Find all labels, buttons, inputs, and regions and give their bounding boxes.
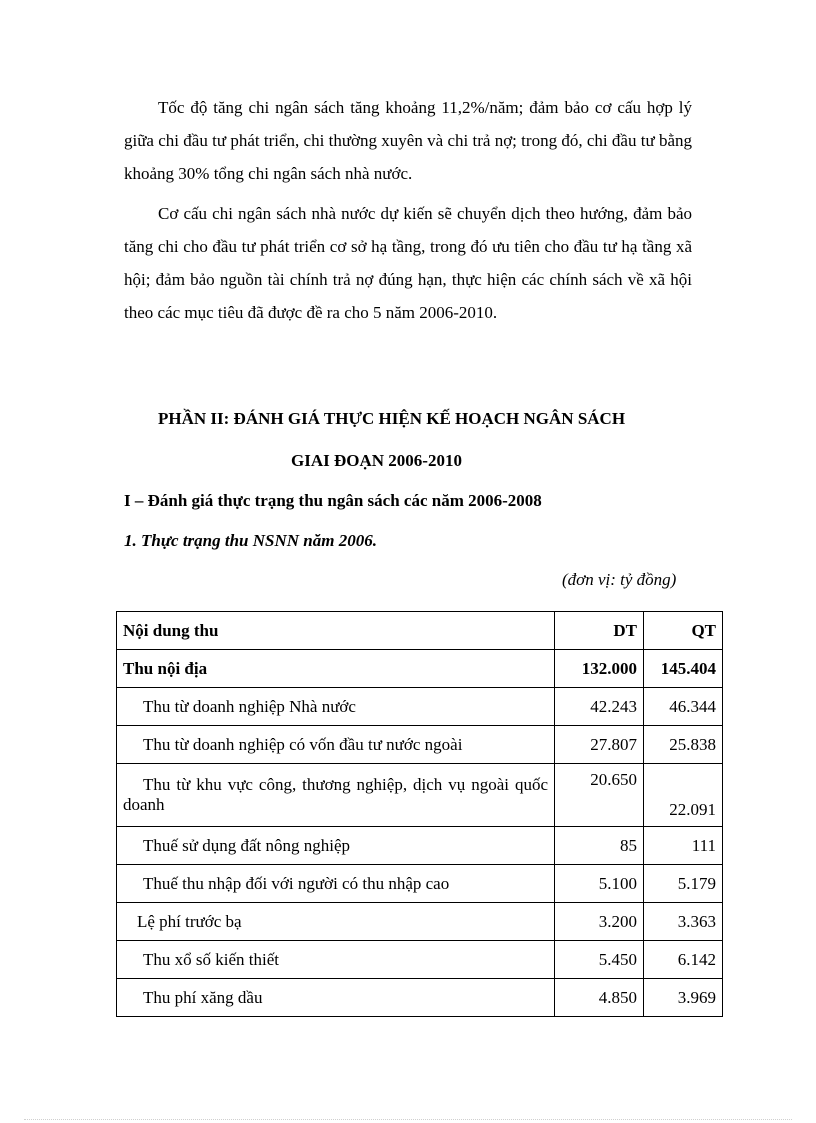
row-dt: 3.200 [555,903,644,941]
table-row [117,941,723,979]
table-row [117,688,723,726]
row-dt: 85 [555,827,644,865]
table-header-row [117,612,723,650]
paragraph-budget-structure: Cơ cấu chi ngân sách nhà nước dự kiến sẽ chuyển dịch theo hướng, đảm bảo tăng chi cho đầu tư phát triển cơ sở hạ tầng, trong đó ưu tiên cho đầu tư hạ tầng xã hội; đảm bảo nguồn tài chính trả nợ đúng hạn, thực hiện các chính sách về xã hội theo các mục tiêu đã được đề ra cho 5 năm 2006-2010. [124,204,692,322]
row-label: Thu phí xăng dầu [117,979,555,1017]
row-qt: 3.969 [644,979,723,1017]
part-heading: PHẦN II: ĐÁNH GIÁ THỰC HIỆN KẾ HOẠCH NGÂN SÁCH [158,409,626,428]
row-label: Thu từ doanh nghiệp có vốn đầu tư nước ngoài [117,726,555,764]
table-row [117,726,723,764]
row-dt: 5.450 [555,941,644,979]
row-label: Thu xổ số kiến thiết [117,941,555,979]
row-label: Thu từ khu vực công, thương nghiệp, dịch vụ ngoài quốc doanh [117,764,555,827]
row-dt: 4.850 [555,979,644,1017]
table-row [117,827,723,865]
row-qt: 22.091 [644,764,723,827]
row-qt: 3.363 [644,903,723,941]
row-label: Lệ phí trước bạ [117,903,555,941]
revenue-table [116,611,723,1017]
table-row [117,764,723,827]
table-row [117,903,723,941]
section-heading: I – Đánh giá thực trạng thu ngân sách các năm 2006-2008 [124,491,542,510]
header-qt: QT [644,612,723,650]
row-dt: 5.100 [555,865,644,903]
table-row [117,865,723,903]
paragraph-budget-growth: Tốc độ tăng chi ngân sách tăng khoảng 11,2%/năm; đảm bảo cơ cấu hợp lý giữa chi đầu tư phát triển, chi thường xuyên và chi trả nợ; trong đó, chi đầu tư bằng khoảng 30% tổng chi ngân sách nhà nước. [124,98,692,183]
row-qt: 5.179 [644,865,723,903]
row-qt: 25.838 [644,726,723,764]
row-label: Thuế thu nhập đối với người có thu nhập cao [117,865,555,903]
row-qt: 46.344 [644,688,723,726]
row-dt: 42.243 [555,688,644,726]
header-content: Nội dung thu [117,612,555,650]
stage-heading: GIAI ĐOẠN 2006-2010 [291,451,462,470]
row-dt: 132.000 [555,650,644,688]
row-qt: 145.404 [644,650,723,688]
row-label: Thu nội địa [117,650,555,688]
row-dt: 27.807 [555,726,644,764]
subsection-heading: 1. Thực trạng thu NSNN năm 2006. [124,531,377,550]
row-qt: 6.142 [644,941,723,979]
row-dt: 20.650 [555,764,644,827]
table-row [117,979,723,1017]
unit-note: (đơn vị: tỷ đồng) [562,570,677,589]
page-bottom-divider [24,1119,792,1120]
header-dt: DT [555,612,644,650]
row-qt: 111 [644,827,723,865]
row-label: Thu từ doanh nghiệp Nhà nước [117,688,555,726]
table-row [117,650,723,688]
row-label: Thuế sử dụng đất nông nghiệp [117,827,555,865]
